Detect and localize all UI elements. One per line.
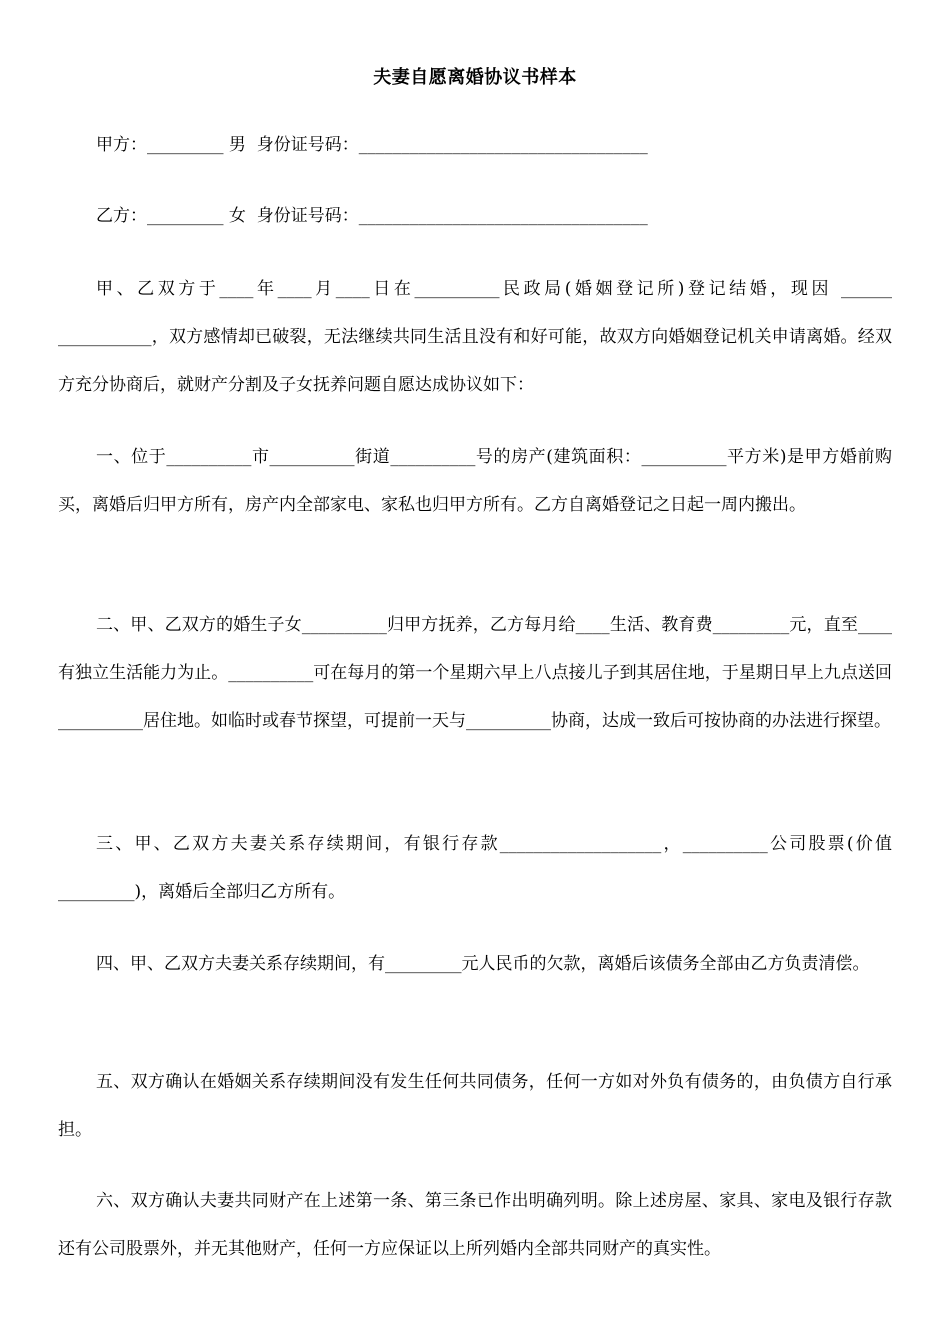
clause-2-paragraph: 二、甲、乙双方的婚生子女__________归甲方抚养，乙方每月给____生活、教育费_________元，直至____有独立生活能力为止。__________可在每月的第一个星期六早上八点接儿子到其居住地，于星期日早上九点送回__________居住地。如临时或春节探望，可提前一天与__________协商，达成一致后可按协商的办法进行探望。 [58,615,892,731]
intro-paragraph: 甲、乙双方于____年____月____日在__________民政局(婚姻登记所)登记结婚，现因 ______ ___________，双方感情却已破裂，无法继续共同生活且没有和好可能，故双方向婚姻登记机关申请离婚。经双方充分协商后，就财产分割及子女抚养问题自愿达成协议如下： [58,279,892,395]
clause-3-paragraph: 三、甲、乙双方夫妻关系存续期间，有银行存款___________________，__________公司股票(价值_________)，离婚后全部归乙方所有。 [58,834,892,902]
clause-6-paragraph: 六、双方确认夫妻共同财产在上述第一条、第三条已作出明确列明。除上述房屋、家具、家电及银行存款还有公司股票外，并无其他财产，任何一方应保证以上所列婚内全部共同财产的真实性。 [58,1191,892,1259]
clause-1-paragraph: 一、位于__________市__________街道__________号的房产(建筑面积：__________平方米)是甲方婚前购买，离婚后归甲方所有，房产内全部家电、家私也归甲方所有。乙方自离婚登记之日起一周内搬出。 [58,447,892,515]
document-title: 夫妻自愿离婚协议书样本 [373,67,577,88]
party-b-line: 乙方：_________ 女 身份证号码：__________________________________ [96,206,648,226]
clause-5-paragraph: 五、双方确认在婚姻关系存续期间没有发生任何共同债务，任何一方如对外负有债务的，由负债方自行承担。 [58,1072,892,1140]
clause-4-paragraph: 四、甲、乙双方夫妻关系存续期间，有_________元人民币的欠款，离婚后该债务全部由乙方负责清偿。 [96,954,870,974]
party-a-line: 甲方：_________ 男 身份证号码：__________________________________ [96,135,648,155]
